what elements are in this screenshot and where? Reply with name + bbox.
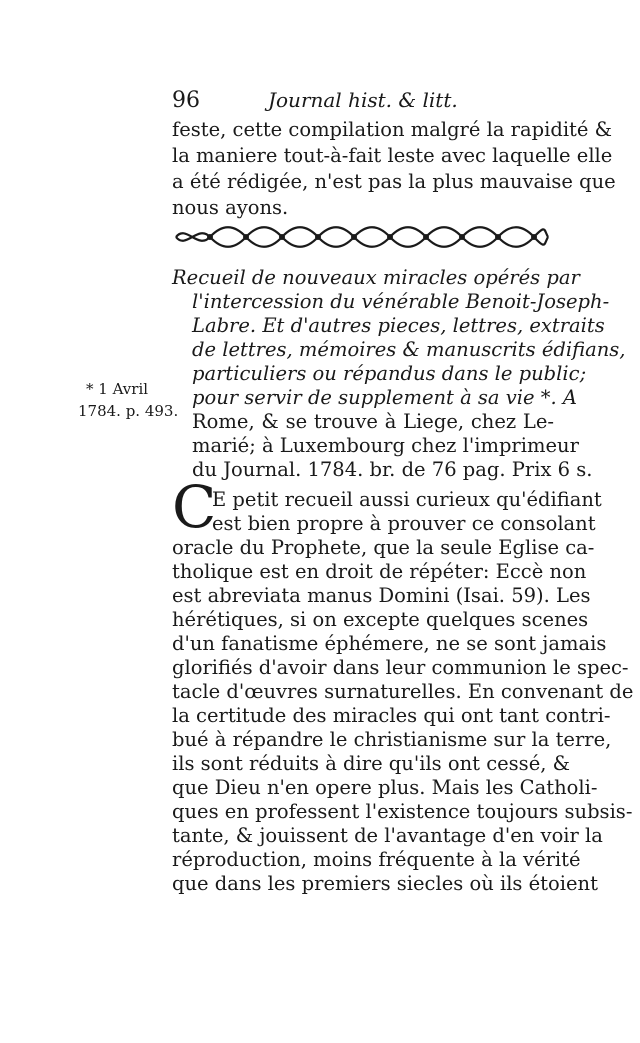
body-line: tante, & jouissent de l'avantage d'en voir la (172, 824, 603, 847)
entry-line: pour servir de supplement à sa vie *. A (192, 386, 577, 409)
body-line: tholique est en droit de répéter: Eccè non (172, 560, 587, 583)
body-line: ils sont réduits à dire qu'ils ont cessé, & (172, 752, 570, 775)
body-line: d'un fanatisme éphémere, ne se sont jamais (172, 632, 607, 655)
body-line: est bien propre à prouver ce consolant (212, 512, 596, 535)
ornament-divider-icon (172, 222, 552, 252)
margin-note: 1784. p. 493. (78, 402, 179, 420)
continuation-line: nous ayons. (172, 196, 289, 219)
body-line: oracle du Prophete, que la seule Eglise ca- (172, 536, 595, 559)
body-line: est abreviata manus Domini (Isai. 59). Les (172, 584, 591, 607)
continuation-line: a été rédigée, n'est pas la plus mauvaise que (172, 170, 616, 193)
body-line: la certitude des miracles qui ont tant contri- (172, 704, 611, 727)
entry-line: marié; à Luxembourg chez l'imprimeur (192, 434, 579, 457)
entry-line: de lettres, mémoires & manuscrits édifians, (192, 338, 626, 361)
entry-line: Recueil de nouveaux miracles opérés par (172, 266, 580, 289)
entry-line: l'intercession du vénérable Benoit-Joseph- (192, 290, 610, 313)
body-line: bué à répandre le christianisme sur la terre, (172, 728, 612, 751)
body-line: tacle d'œuvres surnaturelles. En convenant de (172, 680, 634, 703)
page-number: 96 (172, 88, 200, 113)
entry-line: particuliers ou répandus dans le public; (192, 362, 587, 385)
entry-line: Rome, & se trouve à Liege, chez Le- (192, 410, 554, 433)
body-line: que Dieu n'en opere plus. Mais les Catholi- (172, 776, 598, 799)
body-line: E petit recueil aussi curieux qu'édifiant (212, 488, 602, 511)
body-line: hérétiques, si on excepte quelques scenes (172, 608, 589, 631)
margin-note: * 1 Avril (86, 380, 149, 398)
body-line: réproduction, moins fréquente à la vérité (172, 848, 581, 871)
body-line: que dans les premiers siecles où ils étoient (172, 872, 598, 895)
continuation-line: la maniere tout-à-fait leste avec laquelle elle (172, 144, 613, 167)
running-title: Journal hist. & litt. (268, 88, 458, 112)
entry-line: du Journal. 1784. br. de 76 pag. Prix 6 s. (192, 458, 593, 481)
body-line: glorifiés d'avoir dans leur communion le spec- (172, 656, 629, 679)
body-line: ques en professent l'existence toujours subsis- (172, 800, 633, 823)
drop-cap: C (172, 473, 217, 541)
continuation-line: feste, cette compilation malgré la rapidité & (172, 118, 612, 141)
entry-line: Labre. Et d'autres pieces, lettres, extraits (192, 314, 605, 337)
